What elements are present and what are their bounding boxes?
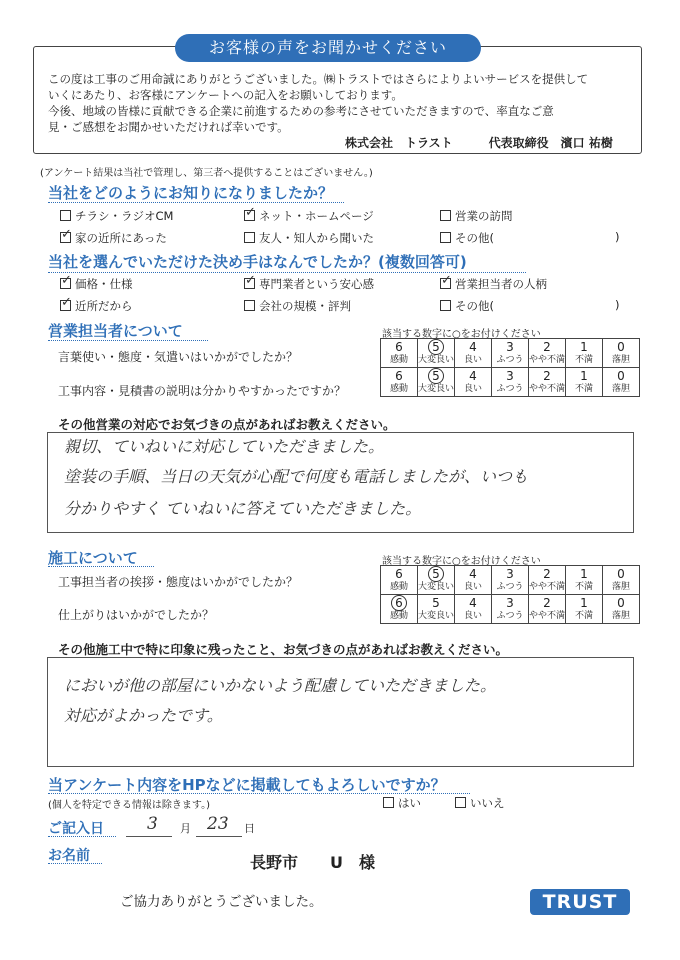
rating-label: ふつう (496, 354, 524, 365)
rating-number-text: 2 (543, 595, 551, 610)
rating-number (603, 597, 639, 610)
checkbox-checked[interactable] (244, 210, 255, 221)
rating-cell[interactable] (529, 595, 566, 624)
rating-label: 良い (463, 610, 482, 621)
checkbox[interactable] (440, 210, 451, 221)
rating-number-text: 6 (395, 368, 403, 383)
rating-cell[interactable] (603, 566, 640, 595)
rating-number (418, 341, 454, 354)
rating-label: やや不満 (529, 610, 566, 621)
rating-number (455, 370, 491, 383)
sales-question: 工事内容・見積書の説明は分かりやすかったですか？ (58, 384, 347, 398)
rating-label: 不満 (574, 354, 593, 365)
construction-comment-prompt: その他施工中で特に印象に残ったこと、お気づきの点があればお教えください。 (58, 642, 509, 657)
date-day-line (196, 836, 242, 837)
rating-label: やや不満 (529, 354, 566, 365)
rating-label: 不満 (574, 610, 593, 621)
checkbox-checked[interactable] (60, 232, 71, 243)
rating-number (492, 568, 528, 581)
publish-question: 当アンケート内容をHPなどに掲載してもよろしいですか？ (48, 776, 446, 794)
construction-question: 工事担当者の挨拶・態度はいかがでしたか？ (58, 575, 299, 589)
q2-heading: 当社を選んでいただけた決め手はなんでしたか？(複数回答可) (48, 253, 467, 271)
rating-number-text: 6 (395, 566, 403, 581)
rating-number (566, 370, 602, 383)
rating-cell[interactable] (455, 368, 492, 397)
rating-number (603, 341, 639, 354)
rating-cell[interactable] (455, 339, 492, 368)
rating-cell[interactable] (492, 368, 529, 397)
sales-comment-prompt: その他営業の対応でお気づきの点があればお教えください。 (58, 417, 396, 432)
rating-cell[interactable] (381, 339, 418, 368)
date-month: 3 (147, 814, 158, 834)
rating-number (529, 341, 565, 354)
rating-number-text: 3 (506, 566, 514, 581)
logo-text: TRUST (542, 891, 618, 913)
selected-rating-circle: 6 (391, 595, 407, 611)
survey-title: お客様の声をお聞かせください (175, 34, 481, 62)
rating-number (529, 597, 565, 610)
rating-cell[interactable] (529, 339, 566, 368)
rating-label: 落胆 (611, 581, 630, 592)
rating-number-text: 4 (469, 339, 477, 354)
rating-number (418, 568, 454, 581)
intro-line: この度は工事のご用命誠にありがとうございました。㈱トラストではさらによりよいサービスを提供して (48, 72, 589, 86)
sales-heading: 営業担当者について (48, 322, 183, 340)
rating-number (455, 597, 491, 610)
rating-cell[interactable] (603, 368, 640, 397)
rating-number (492, 597, 528, 610)
rating-number-text: 4 (469, 566, 477, 581)
rating-cell[interactable] (381, 368, 418, 397)
rating-number-text: 0 (617, 566, 625, 581)
intro-line: いくにあたり、お客様にアンケートへの記入をお願いしております。 (48, 88, 403, 102)
sales-rating-table (380, 338, 640, 397)
rating-label: 感動 (389, 354, 408, 365)
name-label: お名前 (48, 848, 90, 864)
rating-label: 不満 (574, 383, 593, 394)
rating-label: 落胆 (611, 610, 630, 621)
publish-yes-option[interactable]: はい (383, 795, 421, 811)
rating-label: 感動 (389, 383, 408, 394)
sales-underline (48, 340, 208, 341)
rating-cell[interactable] (492, 339, 529, 368)
rating-label: 大変良い (418, 610, 455, 621)
rating-cell[interactable] (418, 566, 455, 595)
rating-cell[interactable] (529, 566, 566, 595)
rating-number (566, 597, 602, 610)
rating-cell[interactable] (418, 339, 455, 368)
sales-question: 言葉使い・態度・気遣いはいかがでしたか？ (58, 350, 299, 364)
rating-row (381, 368, 640, 397)
q1-option[interactable]: ✓ ネット・ホームページ (244, 208, 374, 224)
rating-number (381, 370, 417, 383)
publish-underline (48, 793, 470, 794)
date-label: ご記入日 (48, 821, 104, 837)
rating-number-text: 1 (580, 368, 588, 383)
intro-line: 見・ご感想をお聞かせいただければ幸いです。 (48, 120, 289, 134)
rating-number-text: 1 (580, 339, 588, 354)
rating-cell[interactable] (603, 339, 640, 368)
date-month-line (126, 836, 172, 837)
rating-cell[interactable] (603, 595, 640, 624)
sales-comment-line: 分かりやすく ていねいに答えていただきました。 (64, 499, 422, 518)
rating-cell[interactable] (492, 566, 529, 595)
rating-label: 落胆 (611, 354, 630, 365)
checkbox-checked[interactable] (440, 278, 451, 289)
rating-label: ふつう (496, 581, 524, 592)
checkbox[interactable] (60, 210, 71, 221)
rating-label: やや不満 (529, 383, 566, 394)
rating-cell[interactable] (381, 566, 418, 595)
rating-label: ふつう (496, 383, 524, 394)
checkbox-checked[interactable] (60, 300, 71, 311)
rating-label: 落胆 (611, 383, 630, 394)
rating-number (529, 370, 565, 383)
date-day: 23 (207, 814, 229, 834)
rating-cell[interactable] (566, 339, 603, 368)
rating-label: 良い (463, 383, 482, 394)
construction-rating-caption: 該当する数字に○をお付けください (382, 556, 541, 567)
rating-cell[interactable] (418, 595, 455, 624)
construction-heading: 施工について (48, 549, 138, 567)
checkbox[interactable] (244, 232, 255, 243)
customer-name: 長野市 U 様 (250, 853, 375, 872)
rating-cell[interactable] (566, 368, 603, 397)
rating-cell[interactable] (455, 595, 492, 624)
rating-number-text: 3 (506, 339, 514, 354)
privacy-note: (アンケート結果は当社で管理し、第三者へ提供することはございません。) (40, 168, 373, 179)
q2-option[interactable]: 会社の規模・評判 (244, 298, 351, 314)
rating-label: ふつう (496, 610, 524, 621)
rating-label: 大変良い (418, 581, 455, 592)
q1-close-paren: ) (615, 230, 620, 244)
publish-note: (個人を特定できる情報は除きます。) (48, 800, 211, 811)
sales-comment-line: 親切、ていねいに対応していただきました。 (64, 437, 385, 456)
rating-number (381, 568, 417, 581)
rating-number-text: 2 (543, 339, 551, 354)
rating-number-text: 2 (543, 368, 551, 383)
rating-row (381, 566, 640, 595)
selected-rating-circle: 5 (428, 566, 444, 582)
checkbox[interactable] (383, 797, 394, 808)
rating-cell[interactable] (566, 595, 603, 624)
rating-number (455, 341, 491, 354)
checkbox[interactable] (440, 232, 451, 243)
sales-comment-line: 塗装の手順、当日の天気が心配で何度も電話しましたが、いつも (64, 467, 529, 486)
q1-underline (48, 202, 344, 203)
rating-cell[interactable] (381, 595, 418, 624)
q1-option[interactable]: その他( (440, 230, 494, 246)
date-day-unit: 日 (244, 822, 255, 835)
intro-line: 今後、地域の皆様に貢献できる企業に前進するための参考にさせていただきますので、率直なご意 (48, 104, 554, 118)
rating-cell[interactable] (492, 595, 529, 624)
publish-no-option[interactable]: いいえ (455, 795, 505, 811)
rating-label: 大変良い (418, 383, 455, 394)
rating-number (418, 370, 454, 383)
q1-option[interactable]: チラシ・ラジオCM (60, 208, 173, 224)
sales-rating-caption: 該当する数字に○をお付けください (382, 329, 541, 340)
rating-cell[interactable] (529, 368, 566, 397)
rating-number (603, 568, 639, 581)
checkbox[interactable] (244, 300, 255, 311)
rating-number (455, 568, 491, 581)
q2-option[interactable]: ✓ 営業担当者の人柄 (440, 276, 547, 292)
thank-you-message: ご協力ありがとうございました。 (120, 894, 323, 910)
rating-label: 不満 (574, 581, 593, 592)
rating-number-text: 6 (395, 339, 403, 354)
rating-cell[interactable] (455, 566, 492, 595)
q2-option[interactable]: ✓近所だから (60, 298, 133, 314)
rating-row (381, 339, 640, 368)
construction-underline (48, 566, 154, 567)
rating-number-text: 3 (506, 595, 514, 610)
rating-label: 良い (463, 581, 482, 592)
rating-label: 感動 (389, 610, 408, 621)
name-label-underline (48, 863, 102, 864)
rating-label: 良い (463, 354, 482, 365)
rating-number (529, 568, 565, 581)
rating-number (603, 370, 639, 383)
q2-close-paren: ) (615, 298, 620, 312)
construction-question: 仕上がりはいかがでしたか？ (58, 608, 215, 622)
rating-number (381, 341, 417, 354)
rating-cell[interactable] (566, 566, 603, 595)
q2-underline (48, 272, 526, 273)
construction-rating-table (380, 565, 640, 624)
q1-option[interactable]: ✓家の近所にあった (60, 230, 167, 246)
q1-heading: 当社をどのようにお知りになりましたか？ (48, 184, 334, 202)
rating-cell[interactable] (418, 368, 455, 397)
checkbox[interactable] (440, 300, 451, 311)
rating-number (492, 370, 528, 383)
rating-number-text: 0 (617, 339, 625, 354)
rating-number-text: 5 (432, 595, 440, 610)
checkbox-checked[interactable] (60, 278, 71, 289)
construction-comment-line: においが他の部屋にいかないよう配慮していただきました。 (64, 676, 497, 695)
rating-row (381, 595, 640, 624)
q2-option[interactable]: その他( (440, 298, 494, 314)
rating-number (492, 341, 528, 354)
checkbox[interactable] (455, 797, 466, 808)
q1-option[interactable]: 営業の訪問 (440, 208, 513, 224)
rating-number-text: 1 (580, 566, 588, 581)
company-signature: 株式会社 トラスト 代表取締役 濱口 祐樹 (345, 136, 613, 150)
rating-number-text: 3 (506, 368, 514, 383)
rating-number-text: 2 (543, 566, 551, 581)
rating-number-text: 0 (617, 595, 625, 610)
rating-number-text: 0 (617, 368, 625, 383)
date-label-underline (48, 836, 116, 837)
q2-option[interactable]: ✓価格・仕様 (60, 276, 133, 292)
selected-rating-circle: 5 (428, 339, 444, 355)
rating-label: 感動 (389, 581, 408, 592)
rating-label: 大変良い (418, 354, 455, 365)
q1-option[interactable]: 友人・知人から聞いた (244, 230, 374, 246)
rating-number (566, 568, 602, 581)
rating-number-text: 1 (580, 595, 588, 610)
trust-logo (530, 889, 630, 915)
rating-number-text: 4 (469, 368, 477, 383)
q2-option[interactable]: ✓ 専門業者という安心感 (244, 276, 374, 292)
construction-comment-line: 対応がよかったです。 (64, 706, 223, 725)
checkbox-checked[interactable] (244, 278, 255, 289)
rating-number-text: 4 (469, 595, 477, 610)
date-month-unit: 月 (180, 822, 191, 835)
rating-number (418, 597, 454, 610)
selected-rating-circle: 5 (428, 368, 444, 384)
rating-number (566, 341, 602, 354)
rating-number (381, 597, 417, 610)
rating-label: やや不満 (529, 581, 566, 592)
